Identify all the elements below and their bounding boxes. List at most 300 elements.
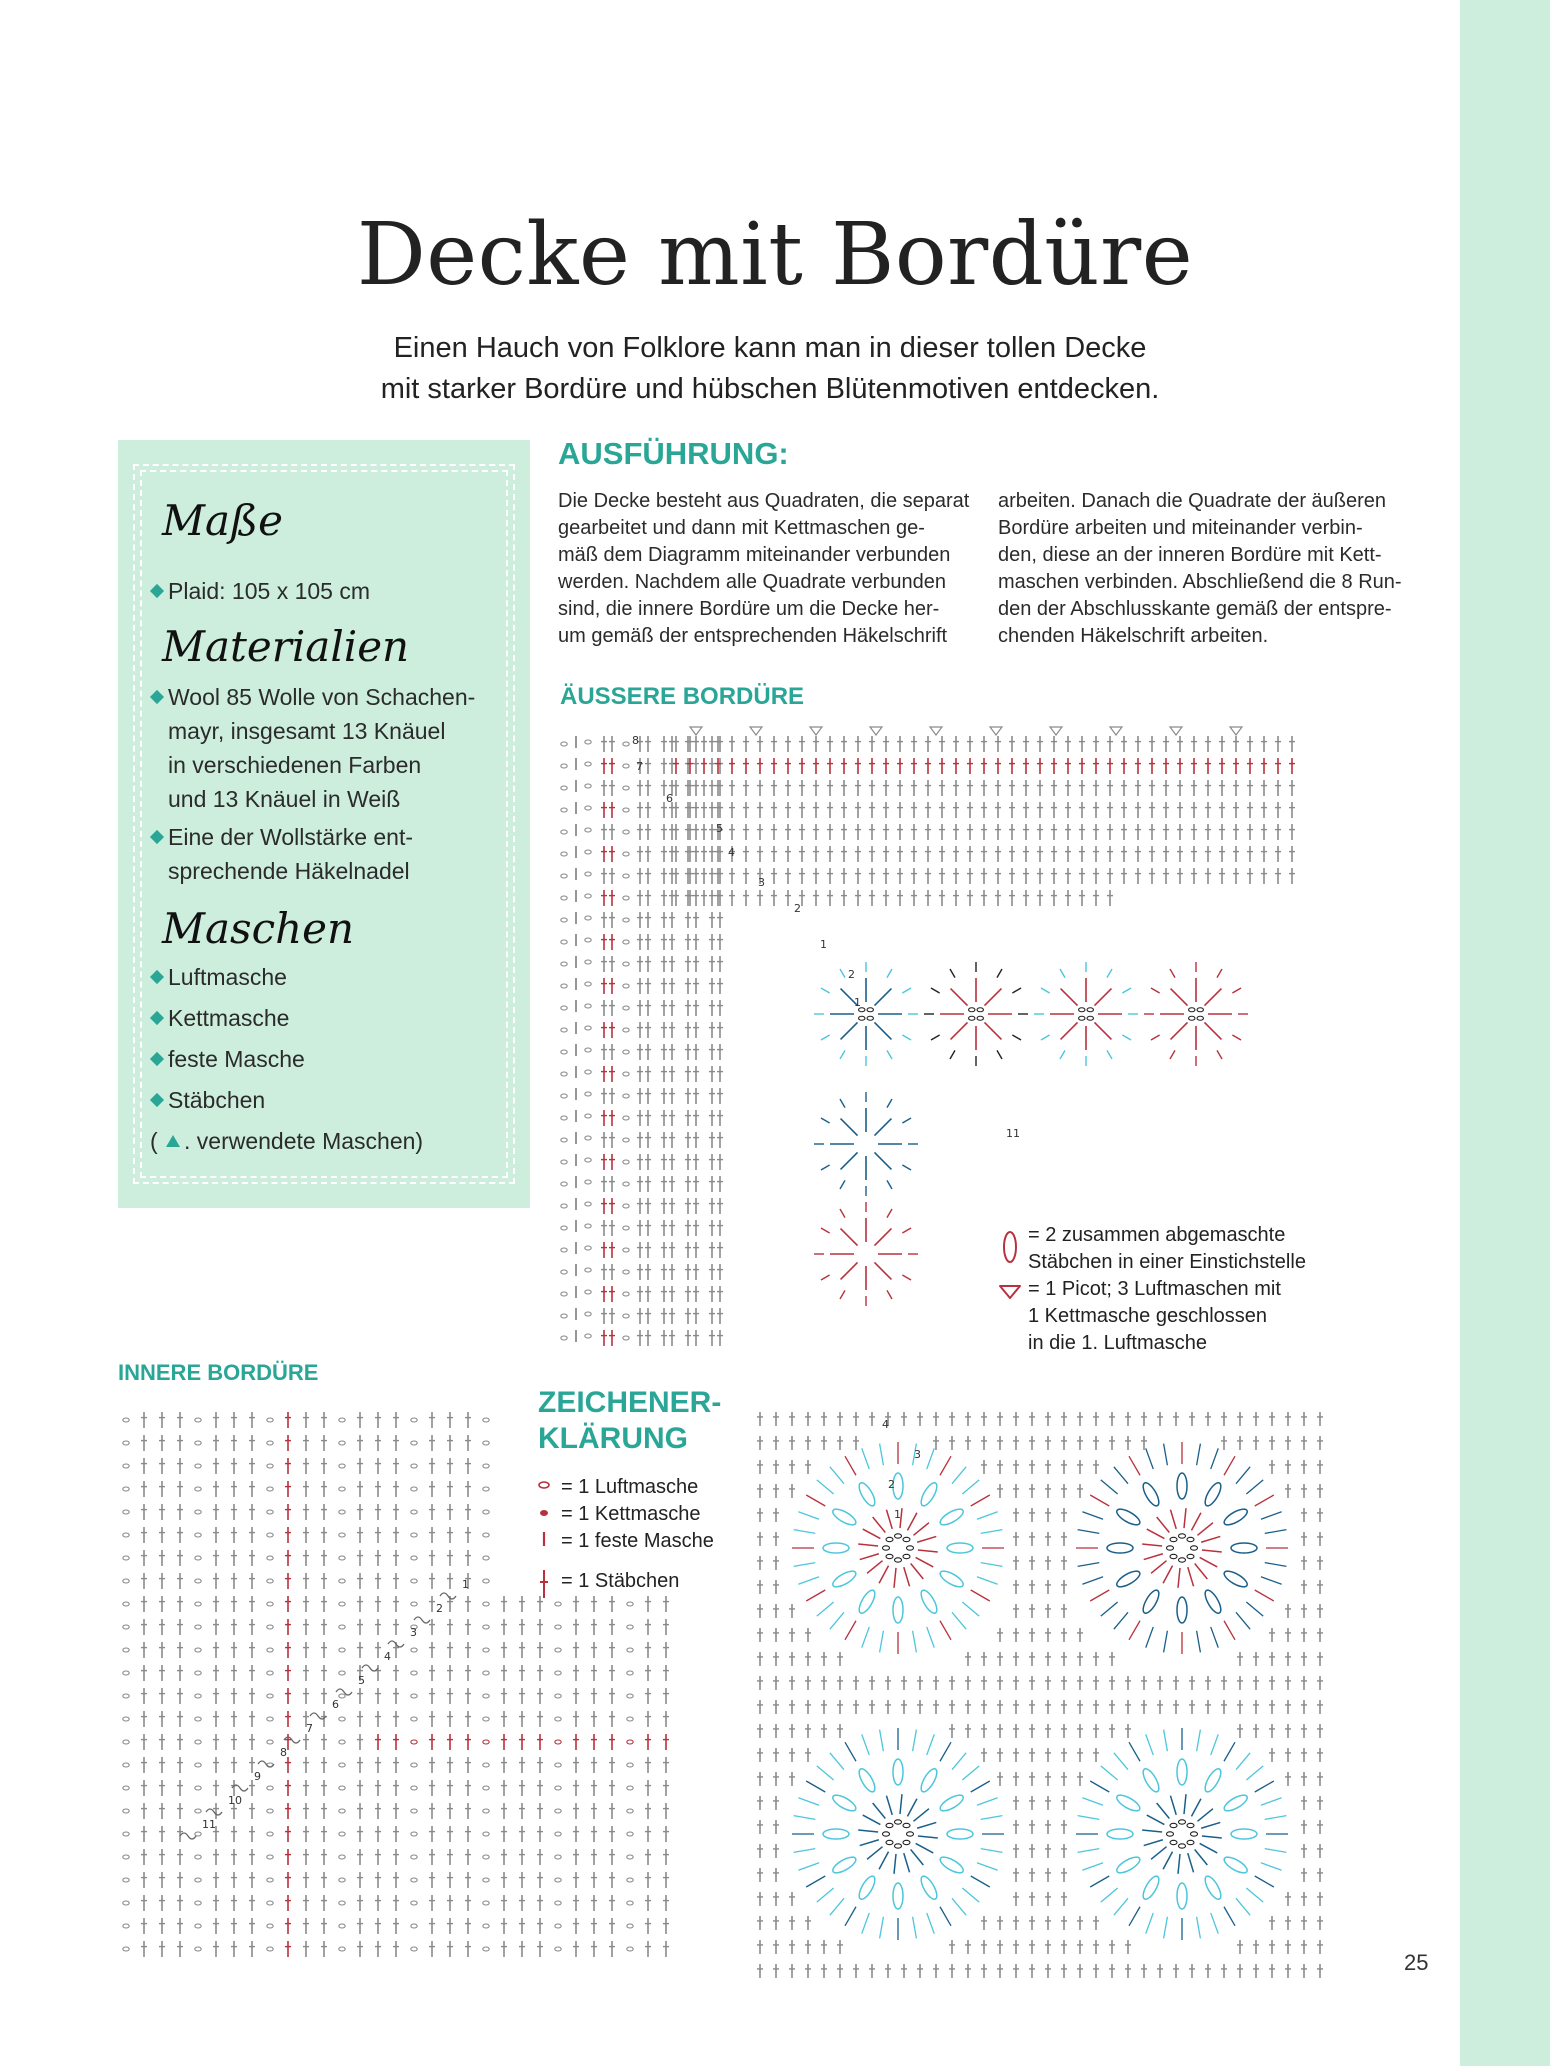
ray-mark [1129, 1621, 1140, 1640]
round-number-label: 11 [1006, 1127, 1020, 1140]
ray-mark [1101, 1888, 1118, 1902]
chain-mark [483, 1694, 489, 1698]
petal-mark [1202, 1481, 1224, 1509]
picot-mark [1230, 727, 1242, 735]
ray-mark [1261, 1863, 1282, 1871]
page-subtitle [330, 328, 1210, 410]
petal-mark [1231, 1829, 1257, 1839]
ray-mark [1246, 1766, 1263, 1780]
petal-mark [831, 1506, 859, 1528]
ray-mark [1078, 1530, 1100, 1534]
petal-mark [856, 1481, 878, 1509]
ray-mark [806, 1495, 825, 1506]
ray-mark [1261, 1798, 1282, 1806]
chain-mark [555, 1694, 561, 1698]
ray-mark [1197, 1444, 1201, 1466]
center-chain-mark [1170, 1823, 1177, 1827]
chain-mark [623, 1204, 629, 1208]
ray-mark [887, 1290, 892, 1299]
ray-mark [977, 1577, 998, 1585]
chain-mark [195, 1763, 201, 1767]
ray-mark [1101, 1766, 1118, 1780]
body-line: Bordüre arbeiten und miteinander verbin- [998, 517, 1363, 539]
chain-mark [339, 1694, 345, 1698]
ray-mark [821, 1275, 830, 1280]
ray-mark [887, 969, 892, 978]
spoke-mark [1157, 1803, 1170, 1818]
ray-mark [1078, 1849, 1100, 1853]
chain-mark [585, 1312, 591, 1316]
chain-mark [623, 940, 629, 944]
petal-mark [947, 1543, 973, 1553]
chain-mark [585, 1092, 591, 1096]
spoke-mark [907, 1799, 916, 1817]
chain-mark [123, 1878, 129, 1882]
chain-mark [339, 1901, 345, 1905]
round-number-label: 3 [410, 1626, 417, 1639]
chain-mark [627, 1763, 633, 1767]
spoke-mark [886, 1510, 892, 1529]
ray-mark [840, 1099, 845, 1108]
chain-mark [483, 1510, 489, 1514]
ray-mark [950, 1050, 955, 1059]
ray-mark [1107, 1050, 1112, 1059]
ray-mark [1246, 1480, 1263, 1494]
ray-mark [902, 1165, 911, 1170]
chain-mark [483, 1924, 489, 1928]
chain-mark [339, 1464, 345, 1468]
petal-mark [1107, 1543, 1133, 1553]
spoke-mark [1061, 989, 1078, 1006]
ray-mark [1164, 1917, 1168, 1939]
ray-mark [840, 1180, 845, 1189]
body-line: sind, die innere Bordüre um die Decke her- [558, 598, 940, 620]
chain-mark [411, 1579, 417, 1583]
chain-mark [483, 1533, 489, 1537]
chain-mark [561, 1226, 567, 1230]
body-line: mäß dem Diagramm miteinander verbunden [558, 544, 951, 566]
chain-mark [411, 1832, 417, 1836]
center-chain-mark [886, 1840, 893, 1844]
aeussere-bordure-chart [556, 724, 1304, 1370]
ray-mark [1114, 1612, 1128, 1629]
ray-mark [927, 1627, 935, 1648]
ray-mark [798, 1577, 819, 1585]
round-number-label: 6 [666, 792, 673, 805]
chain-mark [867, 1016, 873, 1020]
chain-mark [561, 1072, 567, 1076]
ray-mark [1255, 1876, 1274, 1887]
chain-path-mark [362, 1665, 378, 1671]
ray-mark [952, 1612, 966, 1629]
round-number-label: 4 [882, 1418, 889, 1431]
spoke-mark [874, 1022, 891, 1039]
ray-mark [1060, 969, 1065, 978]
chain-mark [627, 1809, 633, 1813]
petal-mark [1177, 1883, 1187, 1909]
chain-mark [623, 742, 629, 746]
ray-mark [817, 1766, 834, 1780]
chain-mark [267, 1671, 273, 1675]
spoke-mark [1163, 1852, 1172, 1870]
ray-mark [1170, 969, 1175, 978]
spoke-mark [1202, 1550, 1222, 1552]
center-chain-mark [1179, 1820, 1186, 1824]
ray-mark [1090, 1590, 1109, 1601]
chain-mark [1087, 1016, 1093, 1020]
chain-mark [483, 1418, 489, 1422]
chain-mark [195, 1809, 201, 1813]
chain-mark [267, 1740, 273, 1744]
chain-mark [627, 1694, 633, 1698]
body-line: arbeiten. Danach die Quadrate der äußeren [998, 490, 1387, 512]
spoke-mark [913, 1809, 928, 1822]
flower-motif-bottom-right [1076, 1728, 1288, 1940]
chain-mark [585, 960, 591, 964]
chain-mark [623, 1160, 629, 1164]
chain-mark [195, 1579, 201, 1583]
chain-mark [483, 1602, 489, 1606]
innere-heading: INNERE BORDÜRE [118, 1360, 319, 1385]
chain-mark [561, 764, 567, 768]
ray-mark [1217, 1050, 1222, 1059]
ray-mark [1197, 1730, 1201, 1752]
maschen-heading: Maschen [162, 904, 355, 953]
chain-mark [561, 984, 567, 988]
ray-mark [940, 1621, 951, 1640]
ray-mark [952, 1753, 966, 1770]
ray-mark [845, 1742, 856, 1761]
ray-mark [840, 1050, 845, 1059]
chain-mark [339, 1487, 345, 1491]
petal-mark [938, 1506, 966, 1528]
petal-mark [1177, 1597, 1187, 1623]
spoke-mark [1184, 1794, 1186, 1814]
ray-mark [1164, 1631, 1168, 1653]
chain-mark [123, 1487, 129, 1491]
motif-chart [756, 1406, 1324, 1980]
spoke-mark [904, 1853, 910, 1872]
chain-mark [623, 1314, 629, 1318]
ray-mark [794, 1563, 816, 1567]
chain-mark [483, 1464, 489, 1468]
spoke-mark [841, 1262, 858, 1279]
ray-mark [821, 988, 830, 993]
ray-mark [840, 969, 845, 978]
chain-mark [623, 874, 629, 878]
ray-mark [902, 1228, 911, 1233]
ray-mark [880, 1917, 884, 1939]
body-line: gearbeitet und dann mit Kettmaschen ge- [558, 517, 925, 539]
petal-mark [856, 1588, 878, 1616]
chain-mark [483, 1878, 489, 1882]
center-chain-mark [903, 1537, 910, 1541]
chain-mark [585, 1268, 591, 1272]
chain-mark [483, 1901, 489, 1905]
ray-mark [840, 1290, 845, 1299]
chain-mark [627, 1855, 633, 1859]
spoke-mark [900, 1794, 902, 1814]
chain-mark [555, 1878, 561, 1882]
body-line: den der Abschlusskante gemäß der entspre- [998, 598, 1392, 620]
chain-mark [555, 1832, 561, 1836]
spoke-mark [873, 1803, 886, 1818]
spoke-mark [1157, 1517, 1170, 1532]
ray-mark [1236, 1753, 1250, 1770]
petal-mark [831, 1792, 859, 1814]
ray-mark [1211, 1913, 1219, 1934]
spoke-mark [1142, 1544, 1162, 1546]
chain-mark [195, 1510, 201, 1514]
chain-mark [555, 1786, 561, 1790]
round-number-label: 5 [716, 822, 723, 835]
chain-mark [411, 1487, 417, 1491]
chain-mark [1079, 1016, 1085, 1020]
chain-mark [623, 1248, 629, 1252]
chain-mark [623, 896, 629, 900]
ray-mark [1211, 1627, 1219, 1648]
picot-mark [870, 727, 882, 735]
spoke-mark [867, 1561, 882, 1574]
body-line: Die Decke besteht aus Quadraten, die separat [558, 490, 970, 512]
legend-item: = 1 Luftmasche [561, 1476, 699, 1498]
ray-mark [952, 1467, 966, 1484]
center-chain-mark [883, 1546, 890, 1550]
ray-mark [1146, 1448, 1154, 1469]
center-chain-mark [895, 1534, 902, 1538]
ray-mark [981, 1563, 1003, 1567]
chain-mark [623, 1292, 629, 1296]
ray-mark [971, 1781, 990, 1792]
chain-path-mark [258, 1761, 274, 1767]
center-chain-mark [1170, 1840, 1177, 1844]
spoke-mark [894, 1568, 896, 1588]
spoke-mark [911, 1849, 924, 1864]
chain-mark [627, 1786, 633, 1790]
ray-mark [1114, 1753, 1128, 1770]
chain-mark [123, 1740, 129, 1744]
petal-mark [893, 1883, 903, 1909]
ray-mark [798, 1863, 819, 1871]
maschen-note: ( . verwendete Maschen) [150, 1128, 424, 1154]
chain-mark [585, 784, 591, 788]
chain-mark [267, 1602, 273, 1606]
ray-mark [817, 1602, 834, 1616]
chain-mark [561, 1050, 567, 1054]
body-line: den, diese an der inneren Bordüre mit Kett- [998, 544, 1382, 566]
materialien-item: Wool 85 Wolle von Schachen- mayr, insgesamt 13 Knäuel in verschiedenen Farben und 13 Knäuel in Weiß [168, 680, 508, 816]
center-chain-mark [886, 1823, 893, 1827]
round-number-label: 10 [228, 1794, 242, 1807]
round-number-label: 6 [332, 1698, 339, 1711]
center-chain-mark [1187, 1840, 1194, 1844]
spoke-mark [879, 1566, 888, 1584]
chain-mark [195, 1648, 201, 1652]
chain-mark [585, 1246, 591, 1250]
chain-mark [339, 1510, 345, 1514]
materialien-item: Eine der Wollstärke ent- sprechende Häkelnadel [168, 820, 508, 888]
spoke-mark [873, 1517, 886, 1532]
spoke-mark [1151, 1561, 1166, 1574]
innere-bordure-chart [122, 1400, 692, 1980]
chain-mark [339, 1717, 345, 1721]
chain-mark [623, 852, 629, 856]
center-chain-mark [903, 1554, 910, 1558]
chain-mark [483, 1855, 489, 1859]
chain-mark [623, 984, 629, 988]
chain-mark [555, 1648, 561, 1652]
center-chain-mark [895, 1820, 902, 1824]
chain-mark [623, 1138, 629, 1142]
chain-mark [585, 1114, 591, 1118]
spoke-mark [1142, 1830, 1162, 1832]
chain-mark [561, 1116, 567, 1120]
ray-mark [1246, 1888, 1263, 1902]
chain-mark [555, 1901, 561, 1905]
ray-mark [1236, 1467, 1250, 1484]
side-color-strip [1460, 0, 1550, 2066]
ray-mark [862, 1448, 870, 1469]
chain-mark [411, 1510, 417, 1514]
chain-mark [339, 1924, 345, 1928]
chain-mark [267, 1809, 273, 1813]
chain-mark [585, 1004, 591, 1008]
petal-mark [1140, 1767, 1162, 1795]
round-number-label: 9 [254, 1770, 261, 1783]
spoke-mark [1188, 1567, 1194, 1586]
petal-mark [1140, 1481, 1162, 1509]
chain-path-mark [440, 1593, 456, 1599]
chain-mark [483, 1786, 489, 1790]
chain-mark [623, 1028, 629, 1032]
petal-mark [918, 1588, 940, 1616]
spoke-mark [894, 1854, 896, 1874]
ray-mark [962, 1602, 979, 1616]
ray-mark [997, 969, 1002, 978]
petal-mark [1222, 1792, 1250, 1814]
chain-mark [483, 1648, 489, 1652]
chain-mark [339, 1671, 345, 1675]
chain-mark [483, 1947, 489, 1951]
chain-mark [561, 896, 567, 900]
center-chain-mark [1187, 1823, 1194, 1827]
spoke-mark [1202, 1836, 1222, 1838]
spoke-mark [1188, 1853, 1194, 1872]
chain-mark [411, 1464, 417, 1468]
ray-mark [971, 1590, 990, 1601]
chain-mark [339, 1533, 345, 1537]
ray-mark [1146, 1734, 1154, 1755]
ray-mark [1197, 1917, 1201, 1939]
chain-mark [267, 1947, 273, 1951]
center-chain-mark [1179, 1558, 1186, 1562]
ray-mark [902, 1118, 911, 1123]
maschen-item: Stäbchen [168, 1083, 508, 1117]
body-column-2 [998, 488, 1414, 650]
ray-mark [806, 1781, 825, 1792]
chain-mark [859, 1016, 865, 1020]
ray-mark [1265, 1849, 1287, 1853]
petal-mark [856, 1874, 878, 1902]
chain-mark [123, 1579, 129, 1583]
chain-mark [969, 1008, 975, 1012]
ray-mark [1090, 1781, 1109, 1792]
ray-mark [927, 1913, 935, 1934]
round-number-label: 8 [280, 1746, 287, 1759]
spoke-mark [918, 1550, 938, 1552]
ray-mark [971, 1876, 990, 1887]
ray-mark [1090, 1495, 1109, 1506]
chain-mark [585, 1334, 591, 1338]
ray-mark [913, 1917, 917, 1939]
ray-mark [1107, 969, 1112, 978]
chain-mark [1087, 1008, 1093, 1012]
ray-mark [940, 1456, 951, 1475]
ray-mark [1012, 1035, 1021, 1040]
petal-mark [893, 1759, 903, 1785]
maschen-item: feste Masche [168, 1042, 508, 1076]
petal-mark [1177, 1473, 1187, 1499]
ray-mark [902, 1035, 911, 1040]
chain-mark [123, 1763, 129, 1767]
petal-mark [1202, 1874, 1224, 1902]
chain-mark [339, 1763, 345, 1767]
chain-mark [1197, 1016, 1203, 1020]
round-number-label: 2 [436, 1602, 443, 1615]
chain-mark [195, 1901, 201, 1905]
ray-mark [952, 1898, 966, 1915]
chain-mark [267, 1786, 273, 1790]
petal-mark [938, 1854, 966, 1876]
spoke-mark [1171, 1022, 1188, 1039]
ray-mark [821, 1228, 830, 1233]
chain-mark [411, 1418, 417, 1422]
chain-mark [483, 1487, 489, 1491]
ray-mark [1197, 1631, 1201, 1653]
chain-mark [123, 1625, 129, 1629]
ray-mark [1114, 1467, 1128, 1484]
petal-mark [918, 1874, 940, 1902]
ray-mark [931, 1035, 940, 1040]
chain-mark [339, 1809, 345, 1813]
chain-mark [585, 828, 591, 832]
spoke-mark [879, 1852, 888, 1870]
spoke-mark [1197, 1523, 1212, 1536]
chain-mark [267, 1510, 273, 1514]
chain-mark [561, 830, 567, 834]
chain-mark [123, 1832, 129, 1836]
flower-motif-top-right [1076, 1442, 1288, 1654]
chain-mark [867, 1008, 873, 1012]
ray-mark [1246, 1602, 1263, 1616]
ray-mark [927, 1448, 935, 1469]
chain-mark [555, 1717, 561, 1721]
ray-mark [962, 1766, 979, 1780]
spoke-mark [841, 1229, 858, 1246]
maschen-item: Luftmasche [168, 960, 508, 994]
spoke-mark [1197, 1809, 1212, 1822]
center-chain-mark [1167, 1832, 1174, 1836]
page-number: 25 [1404, 1950, 1429, 1975]
chain-mark [411, 1763, 417, 1767]
chain-mark [267, 1855, 273, 1859]
chain-mark [977, 1016, 983, 1020]
chain-mark [267, 1533, 273, 1537]
chain-mark [561, 1270, 567, 1274]
round-number-label: 1 [854, 996, 861, 1009]
petal-mark [1222, 1506, 1250, 1528]
spoke-mark [1184, 1508, 1186, 1528]
